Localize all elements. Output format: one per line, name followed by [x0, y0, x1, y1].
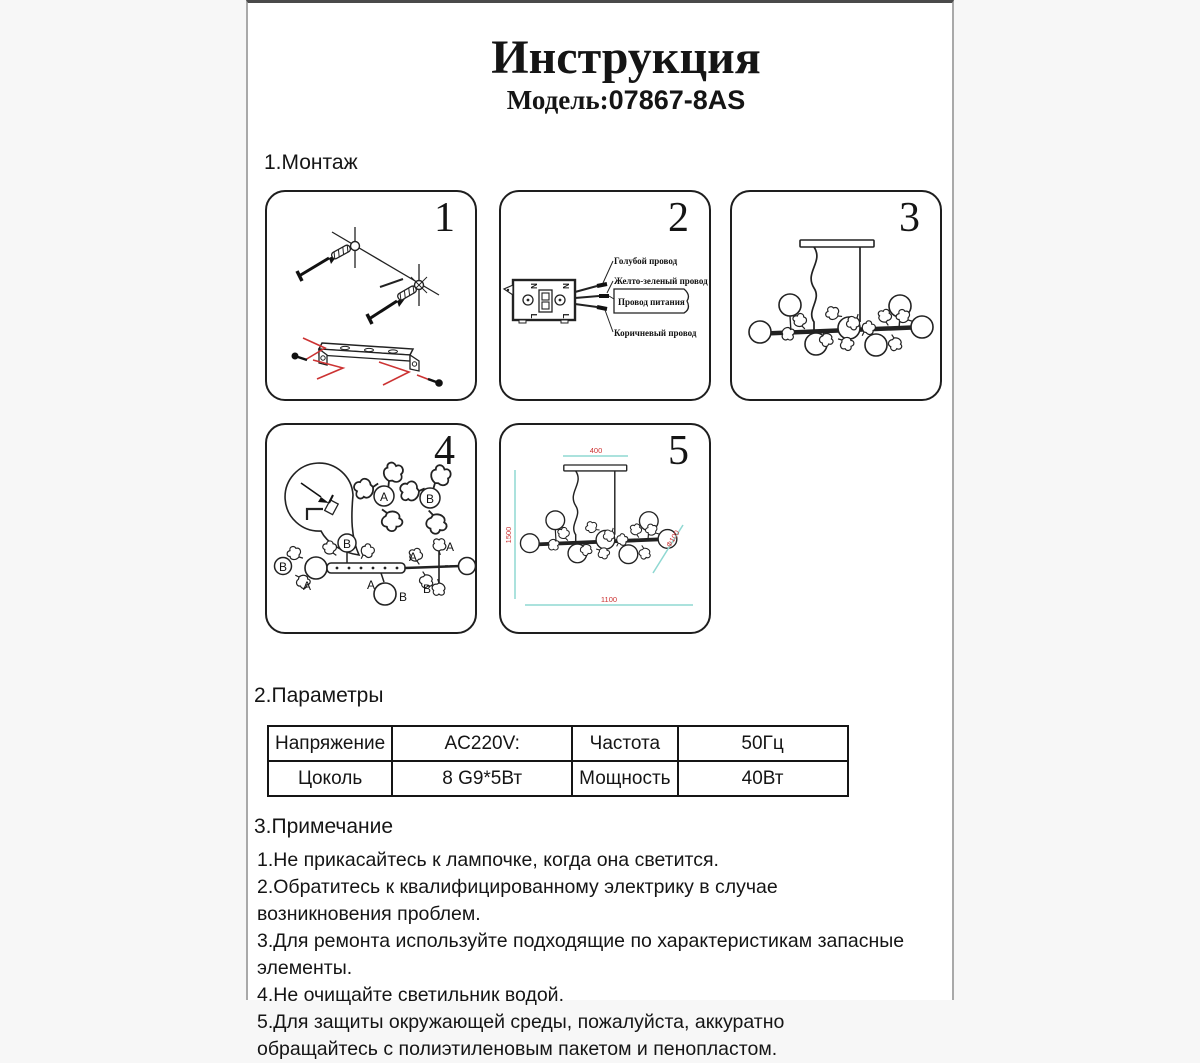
dimension-globe-diameter: Ф100 — [664, 528, 682, 549]
step-number-4: 4 — [434, 428, 455, 474]
param-power-label: Мощность — [572, 761, 677, 796]
assembly-letter: B — [278, 560, 288, 574]
terminal-l-label-2: L — [561, 313, 570, 319]
assembly-letter: B — [398, 590, 408, 604]
step-number-2: 2 — [668, 195, 689, 241]
model-label: Модель: — [506, 85, 609, 116]
table-row — [268, 726, 848, 761]
note-item-4: 4.Не очищайте светильник водой. — [257, 984, 564, 1006]
page-title: Инструкция — [491, 31, 761, 84]
param-power-value: 40Вт — [678, 761, 848, 796]
blue-wire-label: Голубой провод — [614, 256, 678, 266]
step-number-3: 3 — [899, 195, 920, 241]
document-header — [248, 33, 952, 116]
step-number-5: 5 — [668, 428, 689, 474]
cluster-a-label: A — [379, 490, 389, 504]
param-frequency-value: 50Гц — [678, 726, 848, 761]
terminal-n-label: N — [529, 283, 538, 289]
dimension-length: 1100 — [600, 595, 618, 604]
parameters-table — [267, 725, 849, 797]
cluster-b-label: B — [425, 492, 435, 506]
param-socket-label: Цоколь — [268, 761, 392, 796]
param-voltage-label: Напряжение — [268, 726, 392, 761]
assembly-letter: B — [342, 537, 352, 551]
notes-heading: 3.Примечание — [254, 815, 394, 838]
note-item-3: 3.Для ремонта используйте подходящие по характеристикам запасные элементы. — [257, 930, 905, 979]
assembly-letter: A — [366, 578, 376, 592]
assembly-letter: A — [302, 579, 312, 593]
note-item-2: 2.Обратитесь к квалифицированному электрику в случае возникновения проблем. — [257, 876, 778, 925]
terminal-n-label-2: N — [561, 283, 570, 289]
dimension-height: 1500 — [504, 526, 513, 544]
step-box-2 — [499, 190, 711, 401]
yellow-green-wire-label: Желто-зеленый провод — [614, 276, 708, 286]
param-voltage-value: AC220V: — [392, 726, 572, 761]
param-socket-value: 8 G9*5Вт — [392, 761, 572, 796]
step-number-1: 1 — [434, 195, 455, 241]
step-box-1 — [265, 190, 477, 401]
model-value: 07867-8AS — [608, 85, 746, 116]
notes-list — [257, 847, 905, 1063]
note-item-1: 1.Не прикасайтесь к лампочке, когда она светится. — [257, 849, 719, 871]
dimension-top-width: 400 — [589, 446, 603, 455]
parameters-heading: 2.Параметры — [254, 684, 384, 707]
assembly-letter: A — [408, 550, 418, 564]
table-row — [268, 761, 848, 796]
param-frequency-label: Частота — [572, 726, 677, 761]
power-cord-label: Провод питания — [618, 297, 685, 307]
document-page — [246, 0, 954, 1060]
step-box-4 — [265, 423, 477, 634]
step-box-5 — [499, 423, 711, 634]
assembly-letter: B — [422, 582, 432, 596]
note-item-5: 5.Для защиты окружающей среды, пожалуйста, аккуратно обращайтесь с полиэтиленовым пакетом и пенопластом. — [257, 1011, 785, 1060]
model-line — [300, 85, 952, 116]
step-box-3 — [730, 190, 942, 401]
brown-wire-label: Коричневый провод — [614, 328, 697, 338]
montage-heading: 1.Монтаж — [264, 151, 358, 174]
terminal-l-label: L — [529, 313, 538, 319]
assembly-letter: A — [445, 540, 455, 554]
